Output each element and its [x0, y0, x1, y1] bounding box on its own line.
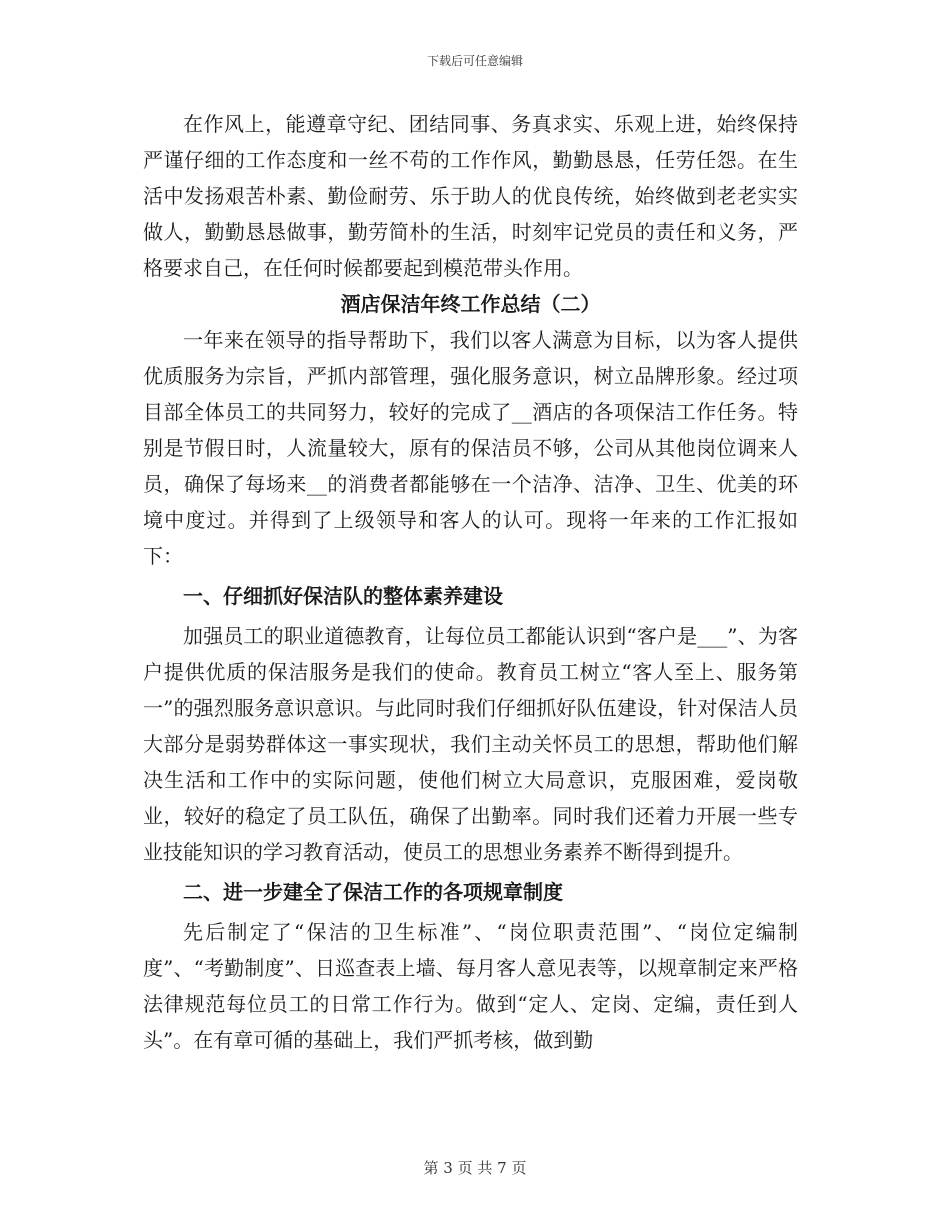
- heading-quality-building: 一、仔细抓好保洁队的整体素养建设: [183, 584, 503, 608]
- paragraph-intro: 一年来在领导的指导帮助下，我们以客人满意为目标，以为客人提供优质服务为宗旨，严抓内部管理，强化服务意识，树立品牌形象。经过项目部全体员工的共同努力，较好的完成了__酒店的各项保洁工作任务。特别是节假日时，人流量较大，原有的保洁员不够，公司从其他岗位调来人员，确保了每场来__的消费者都能够在一个洁净、洁净、卫生、优美的环境中度过。并得到了上级领导和客人的认可。现将一年来的工作汇报如下：: [143, 328, 798, 568]
- paragraph-rules-system: 先后制定了“保洁的卫生标准”、“岗位职责范围”、“岗位定编制度”、“考勤制度”、日巡查表上墙、每月客人意见表等，以规章制定来严格法律规范每位员工的日常工作行为。做到“定人、定岗、定编，责任到人头”。在有章可循的基础上，我们严抓考核，做到勤: [143, 920, 798, 1052]
- page-footer: 第 3 页 共 7 页: [423, 1159, 527, 1177]
- paragraph-work-style: 在作风上，能遵章守纪、团结同事、务真求实、乐观上进，始终保持严谨仔细的工作态度和一丝不苟的工作作风，勤勤恳恳，任劳任怨。在生活中发扬艰苦朴素、勤俭耐劳、乐于助人的优良传统，始终做到老老实实做人，勤勤恳恳做事，勤劳简朴的生活，时刻牢记党员的责任和义务，严格要求自己，在任何时候都要起到模范带头作用。: [143, 112, 798, 280]
- heading-rules-system: 二、进一步建全了保洁工作的各项规章制度: [183, 880, 563, 904]
- page-header: 下载后可任意编辑: [426, 54, 523, 68]
- document-body: [143, 106, 798, 1058]
- section-title: 酒店保洁年终工作总结（二）: [340, 292, 601, 316]
- paragraph-quality-building: 加强员工的职业道德教育，让每位员工都能认识到“客户是___”、为客户提供优质的保洁服务是我们的使命。教育员工树立“客人至上、服务第一”的强烈服务意识意识。与此同时我们仔细抓好队伍建设，针对保洁人员大部分是弱势群体这一事实现状，我们主动关怀员工的思想，帮助他们解决生活和工作中的实际问题，使他们树立大局意识，克服困难，爱岗敬业，较好的稳定了员工队伍，确保了出勤率。同时我们还着力开展一些专业技能知识的学习教育活动，使员工的思想业务素养不断得到提升。: [143, 624, 798, 864]
